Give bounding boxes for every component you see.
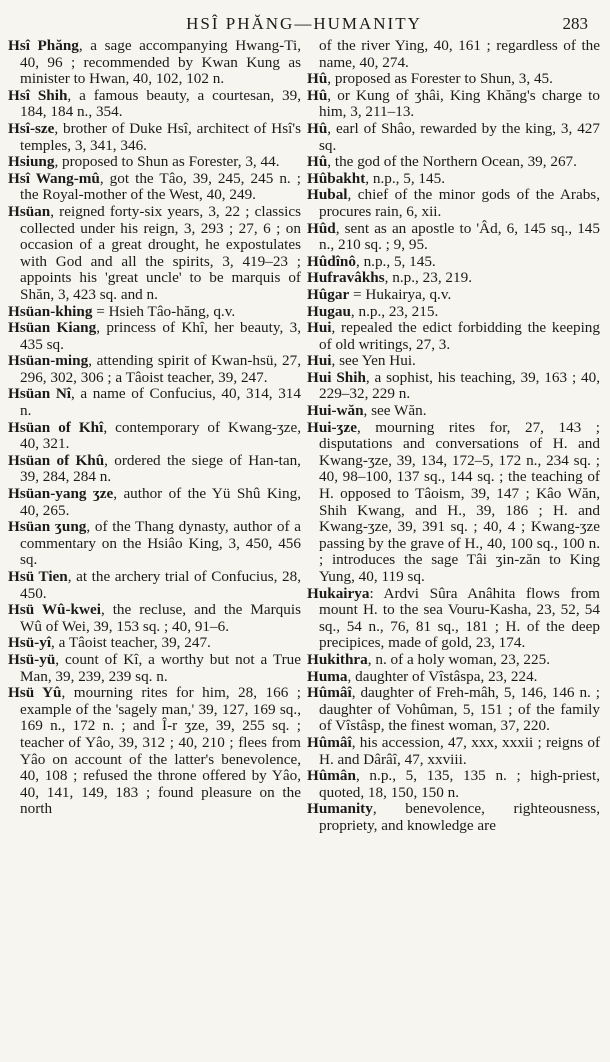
index-headword: Hûdînô [307, 252, 356, 270]
index-headword: Hûgar [307, 285, 350, 303]
index-headword: Hsiung [8, 153, 55, 171]
index-entry [8, 652, 301, 685]
index-headword: Hsüan Nî [8, 385, 72, 403]
index-headword: Hûmân [307, 767, 356, 785]
index-entry [8, 569, 301, 602]
index-headword: Hûmâî [307, 733, 352, 751]
index-entry [307, 685, 600, 735]
index-entry [8, 635, 301, 652]
index-headword: Hû [307, 119, 328, 137]
index-entry [8, 154, 301, 171]
index-entry [307, 304, 600, 321]
index-entry-text: , a name of Confucius, 40, 314, 314 n. [20, 385, 301, 420]
index-entry [8, 88, 301, 121]
index-entry-text: , count of Kî, a worthy but not a True Man, 39, 239, 239 sq. n. [20, 650, 301, 685]
index-headword: Hsüan Kiang [8, 319, 97, 337]
index-entry [8, 353, 301, 386]
index-entry-text: , the god of the Northern Ocean, 39, 267. [327, 153, 577, 171]
index-entry-text: , n.p., 23, 215. [350, 302, 439, 320]
index-columns [8, 38, 600, 835]
index-entry [307, 270, 600, 287]
index-headword: Hui [307, 352, 332, 370]
running-title: HSÎ PHĂNG—HUMANITY [186, 14, 422, 33]
index-entry-text: , repealed the edict forbidding the keeping of old writings, 27, 3. [319, 319, 600, 353]
index-entry [8, 519, 301, 569]
index-entry-text: , a Tâoist teacher, 39, 247. [51, 634, 211, 652]
index-entry [307, 254, 600, 271]
index-entry-text: , see Yen Hui. [331, 352, 416, 370]
index-headword: Hubal [307, 186, 348, 204]
index-entry [307, 370, 600, 403]
index-entry-text: , n.p., 23, 219. [384, 269, 472, 287]
index-headword: Hû [307, 86, 328, 104]
index-headword: Hsî-sze [8, 119, 55, 137]
index-entry-text: , reigned forty-six years, 3, 22 ; classics collected under his reign, 3, 293 ; 27, 6 ; on occasion of a great drought, he expostulates with God and all the spirits, 3, 419–23 ; appoints his 'great uncle' to be marquis of Shăn, 3, 423 sq. and n. [20, 202, 301, 303]
index-headword: Hû [307, 70, 328, 88]
index-headword: Huma [307, 667, 348, 685]
index-headword: Hûd [307, 219, 336, 237]
index-entry-text: , chief of the minor gods of the Arabs, procures rain, 6, xii. [319, 186, 600, 220]
index-entry-text: , author of the Yü Shû King, 40, 265. [20, 485, 301, 519]
index-entry [307, 71, 600, 88]
left-column [8, 38, 301, 835]
index-headword: Hû [307, 153, 328, 171]
index-entry [8, 486, 301, 519]
index-entry [307, 735, 600, 768]
index-entry-text: = Hukairya, q.v. [349, 285, 452, 303]
index-entry-text: , earl of Shâo, rewarded by the king, 3, 427 sq. [319, 119, 600, 154]
index-entry-text: , of the Thang dynasty, author of a commentary on the Hsiâo King, 3, 450, 456 sq. [20, 518, 301, 569]
index-entry-text: , see Wăn. [363, 402, 427, 420]
index-headword: Hukairya [307, 584, 370, 602]
index-entry [307, 221, 600, 254]
index-entry-text: = Hsieh Tâo-hăng, q.v. [92, 302, 236, 320]
index-headword: Hsüan of Khî [8, 418, 104, 436]
index-headword: Hsü-yü [8, 650, 56, 668]
index-entry [307, 154, 600, 171]
index-headword: Hui [307, 319, 332, 337]
index-entry [307, 403, 600, 420]
index-entry [307, 320, 600, 353]
index-entry-text: , contemporary of Kwang-ʒze, 40, 321. [20, 418, 301, 453]
index-entry [307, 38, 600, 71]
index-entry [307, 652, 600, 669]
index-headword: Hugau [307, 302, 351, 320]
index-headword: Hûbakht [307, 169, 366, 187]
index-entry [307, 586, 600, 652]
index-entry [8, 121, 301, 154]
index-entry [307, 420, 600, 586]
index-entry [307, 353, 600, 370]
index-headword: Hsüan-yang ʒze [8, 485, 114, 503]
index-entry-text: , n. of a holy woman, 23, 225. [367, 650, 550, 668]
index-entry [8, 420, 301, 453]
index-headword: Hsî Wang-mû [8, 169, 100, 187]
index-entry [307, 187, 600, 220]
index-entry [8, 320, 301, 353]
index-entry [307, 669, 600, 686]
index-headword: Hsüan [8, 202, 51, 220]
index-headword: Hui-ʒze [307, 418, 357, 436]
index-headword: Hukithra [307, 650, 368, 668]
index-headword: Hui Shih [307, 368, 366, 386]
index-entry-text: , daughter of Vîstâspa, 23, 224. [347, 667, 538, 685]
index-entry-text: , a famous beauty, a courtesan, 39, 184, 184 n., 354. [20, 86, 301, 121]
index-entry [8, 386, 301, 419]
index-entry-text: , ordered the siege of Han-tan, 39, 284, 284 n. [20, 451, 301, 486]
index-headword: Hsî Phăng [8, 37, 79, 54]
index-headword: Hsü Wû-kwei [8, 601, 101, 619]
index-entry-text: , mourning rites for him, 28, 166 ; example of the 'sagely man,' 39, 127, 169 sq., 169 n., 172 n. ; and Î-r ʒze, 39, 255 sq. ; teacher of Yâo, 39, 312 ; 40, 210 ; flees from Yâo on account of the latter's benevolence, 40, 108 ; refused the throne offered by Yâo, 40, 141, 149, 183 ; found pleasure on the north [20, 684, 302, 818]
index-entry-text: : Ardvi Sûra Anâhita flows from mount H. to the sea Vouru-Kasha, 23, 52, 54 sq., 54 n., 76, 81 sq., 181 ; H. of the deep precipices, made of gold, 23, 174. [319, 584, 600, 652]
index-entry [307, 121, 600, 154]
index-entry-text: , attending spirit of Kwan-hsü, 27, 296, 302, 306 ; a Tâoist teacher, 39, 247. [20, 352, 301, 386]
right-column [307, 38, 600, 835]
index-entry [307, 287, 600, 304]
index-entry-text: , or Kung of ʒhâi, King Khăng's charge to him, 3, 211–13. [319, 86, 600, 121]
index-entry-text: , brother of Duke Hsî, architect of Hsî's temples, 3, 341, 346. [20, 119, 301, 154]
index-entry [8, 171, 301, 204]
page-header [8, 8, 600, 38]
index-entry-text: , proposed to Shun as Forester, 3, 44. [54, 153, 280, 171]
index-headword: Hufravâkhs [307, 269, 385, 287]
index-entry-text: , a sophist, his teaching, 39, 163 ; 40, 229–32, 229 n. [319, 368, 600, 403]
index-entry-text: , proposed as Forester to Shun, 3, 45. [327, 70, 553, 88]
index-headword: Hsüan-khing [8, 302, 93, 320]
index-entry [307, 768, 600, 801]
index-entry-text: , his accession, 47, xxx, xxxii ; reigns of H. and Dârâî, 47, xxviii. [319, 733, 600, 768]
index-entry-text: , daughter of Freh-mâh, 5, 146, 146 n. ; daughter of Vohûman, 5, 151 ; of the family of Vîstâsp, the finest woman, 37, 220. [319, 684, 600, 735]
index-entry [307, 171, 600, 188]
index-entry-text: , mourning rites for, 27, 143 ; disputations and conversations of H. and Kwang-ʒze, 39, 134, 172–5, 172 n., 234 sq. ; 40, 98–100, 137 sq., 144 sq. ; the teaching of H. opposed to Tâoism, 39, 147 ; Kâo Wăn, Shih Kwang, and H., 39, 186 ; H. and Kwang-ʒze, 39, 391 sq. ; 40, 4 ; Kwang-ʒze passing by the grave of H., 40, 100 sq., 100 n. ; introduces the sage Tâi ʒin-zăn to King Yung, 40, 119 sq. [319, 418, 600, 585]
index-headword: Hsüan of Khû [8, 451, 105, 469]
index-entry-text: , got the Tâo, 39, 245, 245 n. ; the Royal-mother of the West, 40, 249. [20, 169, 301, 204]
index-entry-text: , a sage accompanying Hwang-Ti, 40, 96 ; recommended by Kwan Kung as minister to Hwan, 40, 102, 102 n. [20, 37, 301, 88]
index-entry-text: , at the archery trial of Confucius, 28, 450. [20, 568, 301, 602]
index-entry-text: , sent as an apostle to 'Âd, 6, 145 sq., 145 n., 210 sq. ; 9, 95. [319, 219, 600, 254]
index-entry [8, 38, 301, 88]
index-headword: Hui-wăn [307, 402, 364, 420]
index-entry-text: , the recluse, and the Marquis Wû of Wei, 39, 153 sq. ; 40, 91–6. [20, 601, 301, 635]
index-entry-text: , benevolence, righteousness, propriety, and knowledge are [319, 800, 600, 834]
index-entry [8, 453, 301, 486]
index-entry [307, 88, 600, 121]
page-number: 283 [562, 14, 588, 33]
index-headword: Hsî Shih [8, 86, 68, 104]
index-entry [8, 685, 301, 818]
index-entry-text: , n.p., 5, 145. [365, 169, 445, 187]
index-entry [307, 801, 600, 834]
index-headword: Hûmâî [307, 684, 352, 702]
index-entry-text: , n.p., 5, 135, 135 n. ; high-priest, quoted, 18, 150, 150 n. [319, 767, 600, 801]
index-entry [8, 304, 301, 321]
index-headword: Humanity [307, 800, 373, 818]
index-entry-text: , princess of Khî, her beauty, 3, 435 sq. [20, 319, 301, 353]
index-headword: Hsüan ʒung [8, 518, 87, 536]
index-entry-text: of the river Ying, 40, 161 ; regardless of the name, 40, 274. [319, 37, 600, 71]
index-headword: Hsüan-ming [8, 352, 89, 370]
index-entry-text: , n.p., 5, 145. [355, 252, 436, 270]
index-headword: Hsü Yû [8, 684, 62, 702]
index-headword: Hsü Tien [8, 568, 68, 585]
index-entry [8, 204, 301, 304]
index-headword: Hsü-yî [8, 634, 52, 652]
index-entry [8, 602, 301, 635]
